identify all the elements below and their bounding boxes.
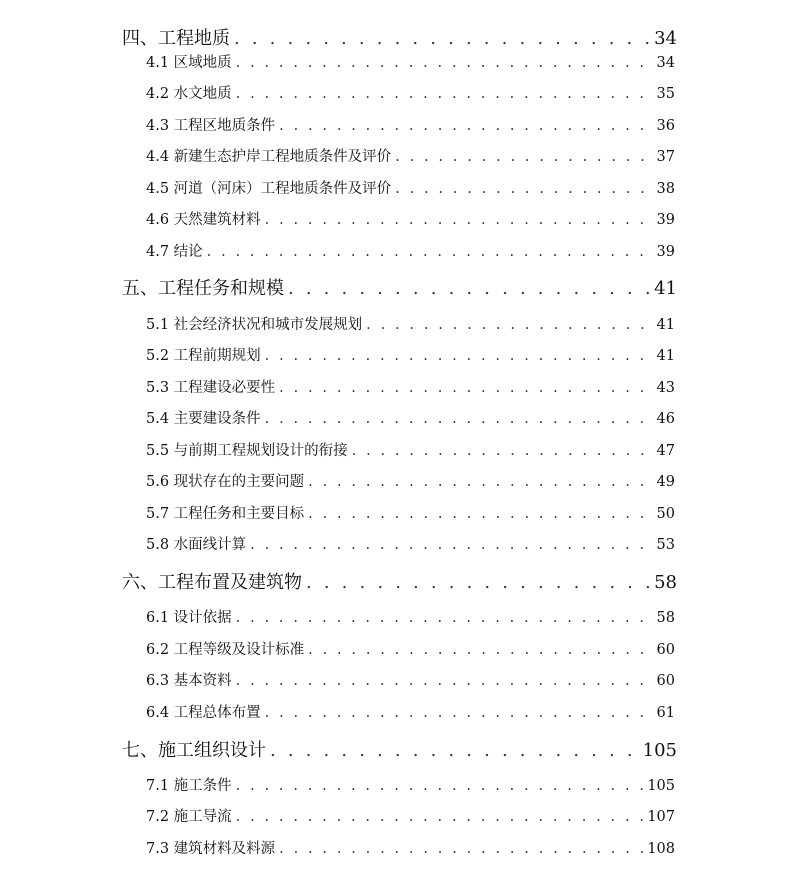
toc-section-4-3[interactable] [146, 114, 675, 135]
toc-section-5-7[interactable] [146, 502, 675, 523]
toc-section-5-2[interactable] [146, 344, 675, 365]
toc-chapter-7[interactable] [122, 736, 677, 762]
toc-leader-dots [306, 572, 650, 593]
toc-section-5-1[interactable] [146, 313, 675, 334]
toc-label: 4.1 区域地质 [146, 55, 232, 71]
toc-chapter-5[interactable] [122, 274, 677, 300]
toc-leader-dots [279, 841, 643, 857]
toc-label: 4.4 新建生态护岸工程地质条件及评价 [146, 149, 392, 165]
toc-page-number: 41 [656, 317, 675, 333]
toc-leader-dots [265, 348, 653, 364]
toc-section-4-6[interactable] [146, 208, 675, 229]
toc-leader-dots [308, 506, 652, 522]
toc-section-5-6[interactable] [146, 470, 675, 491]
toc-leader-dots [234, 28, 650, 49]
toc-label: 四、工程地质 [122, 28, 230, 49]
toc-label: 5.6 现状存在的主要问题 [146, 474, 305, 490]
toc-label: 4.7 结论 [146, 244, 203, 260]
toc-page-number: 35 [656, 86, 675, 102]
toc-section-5-3[interactable] [146, 376, 675, 397]
toc-page-number: 34 [656, 55, 675, 71]
toc-section-6-1[interactable] [146, 606, 675, 627]
toc-leader-dots [236, 55, 653, 71]
toc-chapter-6[interactable] [122, 568, 677, 594]
toc-page-number: 107 [647, 809, 675, 825]
toc-page-number: 37 [656, 149, 675, 165]
toc-label: 五、工程任务和规模 [122, 278, 284, 299]
toc-leader-dots [265, 705, 653, 721]
toc-label: 6.4 工程总体布置 [146, 705, 261, 721]
toc-leader-dots [236, 86, 653, 102]
toc-label: 6.3 基本资料 [146, 673, 232, 689]
toc-leader-dots [288, 278, 650, 299]
toc-page-number: 41 [654, 278, 677, 299]
toc-section-4-7[interactable] [146, 240, 675, 261]
toc-leader-dots [395, 181, 652, 197]
toc-label: 5.5 与前期工程规划设计的衔接 [146, 443, 348, 459]
toc-page-number: 60 [656, 673, 675, 689]
toc-label: 6.2 工程等级及设计标准 [146, 642, 305, 658]
toc-section-5-4[interactable] [146, 407, 675, 428]
toc-section-5-5[interactable] [146, 439, 675, 460]
toc-section-7-3[interactable] [146, 837, 675, 858]
toc-section-7-2[interactable] [146, 805, 675, 826]
toc-chapter-4[interactable] [122, 24, 677, 50]
toc-label: 4.3 工程区地质条件 [146, 118, 276, 134]
toc-label: 5.8 水面线计算 [146, 537, 247, 553]
toc-section-4-2[interactable] [146, 82, 675, 103]
toc-page-number: 61 [656, 705, 675, 721]
toc-label: 六、工程布置及建筑物 [122, 572, 302, 593]
toc-label: 5.4 主要建设条件 [146, 411, 261, 427]
toc-page-number: 105 [642, 740, 677, 761]
toc-label: 4.6 天然建筑材料 [146, 212, 261, 228]
toc-page-number: 43 [656, 380, 675, 396]
toc-label: 6.1 设计依据 [146, 610, 232, 626]
toc-page-number: 53 [656, 537, 675, 553]
toc-page-number: 108 [647, 841, 675, 857]
toc-leader-dots [308, 642, 652, 658]
toc-leader-dots [395, 149, 652, 165]
toc-label: 7.3 建筑材料及料源 [146, 841, 276, 857]
toc-page-number: 58 [654, 572, 677, 593]
toc-label: 7.2 施工导流 [146, 809, 232, 825]
toc-leader-dots [236, 778, 644, 794]
toc-label: 5.1 社会经济状况和城市发展规划 [146, 317, 363, 333]
toc-leader-dots [236, 673, 653, 689]
toc-label: 7.1 施工条件 [146, 778, 232, 794]
toc-page-number: 46 [656, 411, 675, 427]
toc-leader-dots [279, 118, 652, 134]
toc-page-number: 50 [656, 506, 675, 522]
toc-section-6-3[interactable] [146, 669, 675, 690]
toc-page-number: 39 [656, 212, 675, 228]
toc-leader-dots [352, 443, 653, 459]
toc-leader-dots [207, 244, 653, 260]
toc-page-number: 34 [654, 28, 677, 49]
toc-page-number: 49 [656, 474, 675, 490]
toc-leader-dots [236, 809, 644, 825]
toc-leader-dots [366, 317, 652, 333]
toc-page-number: 105 [647, 778, 675, 794]
toc-page-number: 41 [656, 348, 675, 364]
toc-page-number: 36 [656, 118, 675, 134]
toc-page-number: 38 [656, 181, 675, 197]
toc-leader-dots [308, 474, 652, 490]
toc-label: 5.2 工程前期规划 [146, 348, 261, 364]
toc-section-4-5[interactable] [146, 177, 675, 198]
toc-leader-dots [250, 537, 652, 553]
toc-page-number: 39 [656, 244, 675, 260]
toc-label: 4.5 河道（河床）工程地质条件及评价 [146, 181, 392, 197]
toc-leader-dots [279, 380, 652, 396]
toc-label: 5.7 工程任务和主要目标 [146, 506, 305, 522]
toc-page-number: 58 [656, 610, 675, 626]
toc-label: 4.2 水文地质 [146, 86, 232, 102]
toc-section-4-1[interactable] [146, 51, 675, 72]
toc-leader-dots [265, 411, 653, 427]
toc-section-6-2[interactable] [146, 638, 675, 659]
toc-section-6-4[interactable] [146, 701, 675, 722]
toc-label: 5.3 工程建设必要性 [146, 380, 276, 396]
toc-leader-dots [265, 212, 653, 228]
toc-section-7-1[interactable] [146, 774, 675, 795]
toc-label: 七、施工组织设计 [122, 740, 266, 761]
toc-leader-dots [236, 610, 653, 626]
toc-leader-dots [270, 740, 639, 761]
toc-page-number: 47 [656, 443, 675, 459]
toc-section-4-4[interactable] [146, 145, 675, 166]
toc-page-number: 60 [656, 642, 675, 658]
toc-section-5-8[interactable] [146, 533, 675, 554]
